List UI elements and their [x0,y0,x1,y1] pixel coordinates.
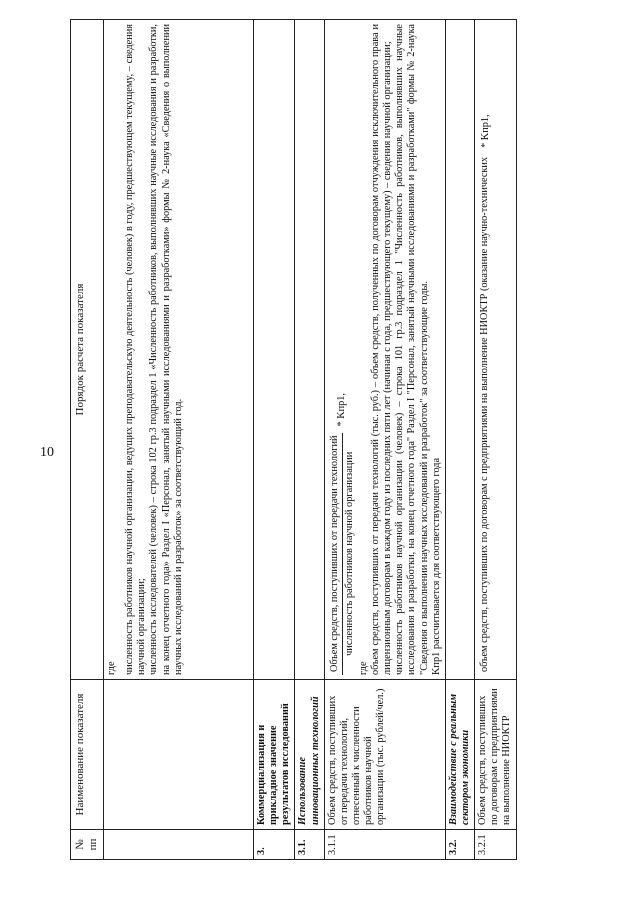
row-num-cell: 3.1.1 [324,830,445,860]
indicator-table [70,19,517,860]
row-num-cell: 3.2. [445,830,474,860]
formula-coefficient: * Kпр1, [336,392,348,427]
row-name-cell: Объем средств, поступивших по договорам с предприятиями на выполнение НИОКТР [475,680,516,830]
formula-numerator: Объем средств, поступивших от передачи технологий [329,433,343,675]
formula [479,114,492,675]
calc-where: где [105,661,117,675]
subsection-title: Использование инновационных технологий [295,680,324,830]
formula-denominator: численность работников научной организации [343,451,355,656]
row-num-cell: 3.2.1 [475,830,516,860]
table-header-row [71,20,104,860]
row-num-cell: 3.1. [295,830,324,860]
table-row [103,20,253,860]
row-calc-cell [253,20,294,680]
section-title: Коммерциализация и прикладное значение результатов исследований [253,680,294,830]
rotated-page-content [70,20,630,860]
table-row [475,20,516,860]
row-calc-cell [295,20,324,680]
calc-teachers: численность работников научной организации, ведущих преподавательскую деятельность (человек) в году, предшествующем текущему, – сведения научной организации; [124,24,148,675]
row-calc-cell [445,20,474,680]
header-num: № пп [71,830,104,860]
table-row [295,20,324,860]
formula-coefficient: * Kпр1, [479,114,491,148]
row-calc-cell [103,20,253,680]
row-name-cell [103,680,253,830]
row-num-cell [103,830,253,860]
header-calc: Порядок расчета показателя [71,20,104,680]
row-calc-cell [324,20,445,680]
row-calc-cell [475,20,516,680]
calc-coefficient-note: Kпр1 рассчитывается для соответствующего года [430,457,442,675]
formula [329,393,356,675]
calc-staff-description: численность работников научной организации (человек) – строка 101 гр.3 подраздел 1 "Численность работников, выполнявших научные исследования и разработки, на конец отчетного года" Раздел I "Персонал, занятый научными исследованиями и разработками" формы № 2-наука "Сведения о выполнении научных исследований и разработок" за соответствующие годы. [394,24,430,675]
subsection-title: Взаимодействие с реальным сектором экономики [445,680,474,830]
header-name: Наименование показателя [71,680,104,830]
table-row [253,20,294,860]
table-row [324,20,445,860]
formula-numerator: объем средств, поступивших по договорам с предприятиями на выполнение НИОКТР (оказание научно-технических [479,156,491,672]
calc-funds-description: объем средств, поступивших от передачи технологий (тыс. руб.) – объем средств, полученных по договорам отчуждения исключительного права и лицензионным договорам в каждом году из последних пяти лет (начиная с года, предшествующего текущему) – сведения научной организации; [370,24,394,675]
row-name-cell: Объем средств, поступивших от передачи технологий, отнесенный к численности работников научной организации (тыс. рублей/чел.) [324,680,445,830]
calc-where: где [357,661,369,675]
calc-researchers: численность исследователей (человек) – строка 102 гр.3 подраздел 1 «Численность работников, выполнявших научные исследования и разработки, на конец отчетного года» Раздел I «Персонал, занятый научными исследованиями и разработками» формы № 2-наука «Сведения о выполнении научных исследований и разработок» за соответствующий год. [148,24,184,675]
table-row [445,20,474,860]
page-number: 10 [40,445,54,460]
row-num-cell: 3. [253,830,294,860]
